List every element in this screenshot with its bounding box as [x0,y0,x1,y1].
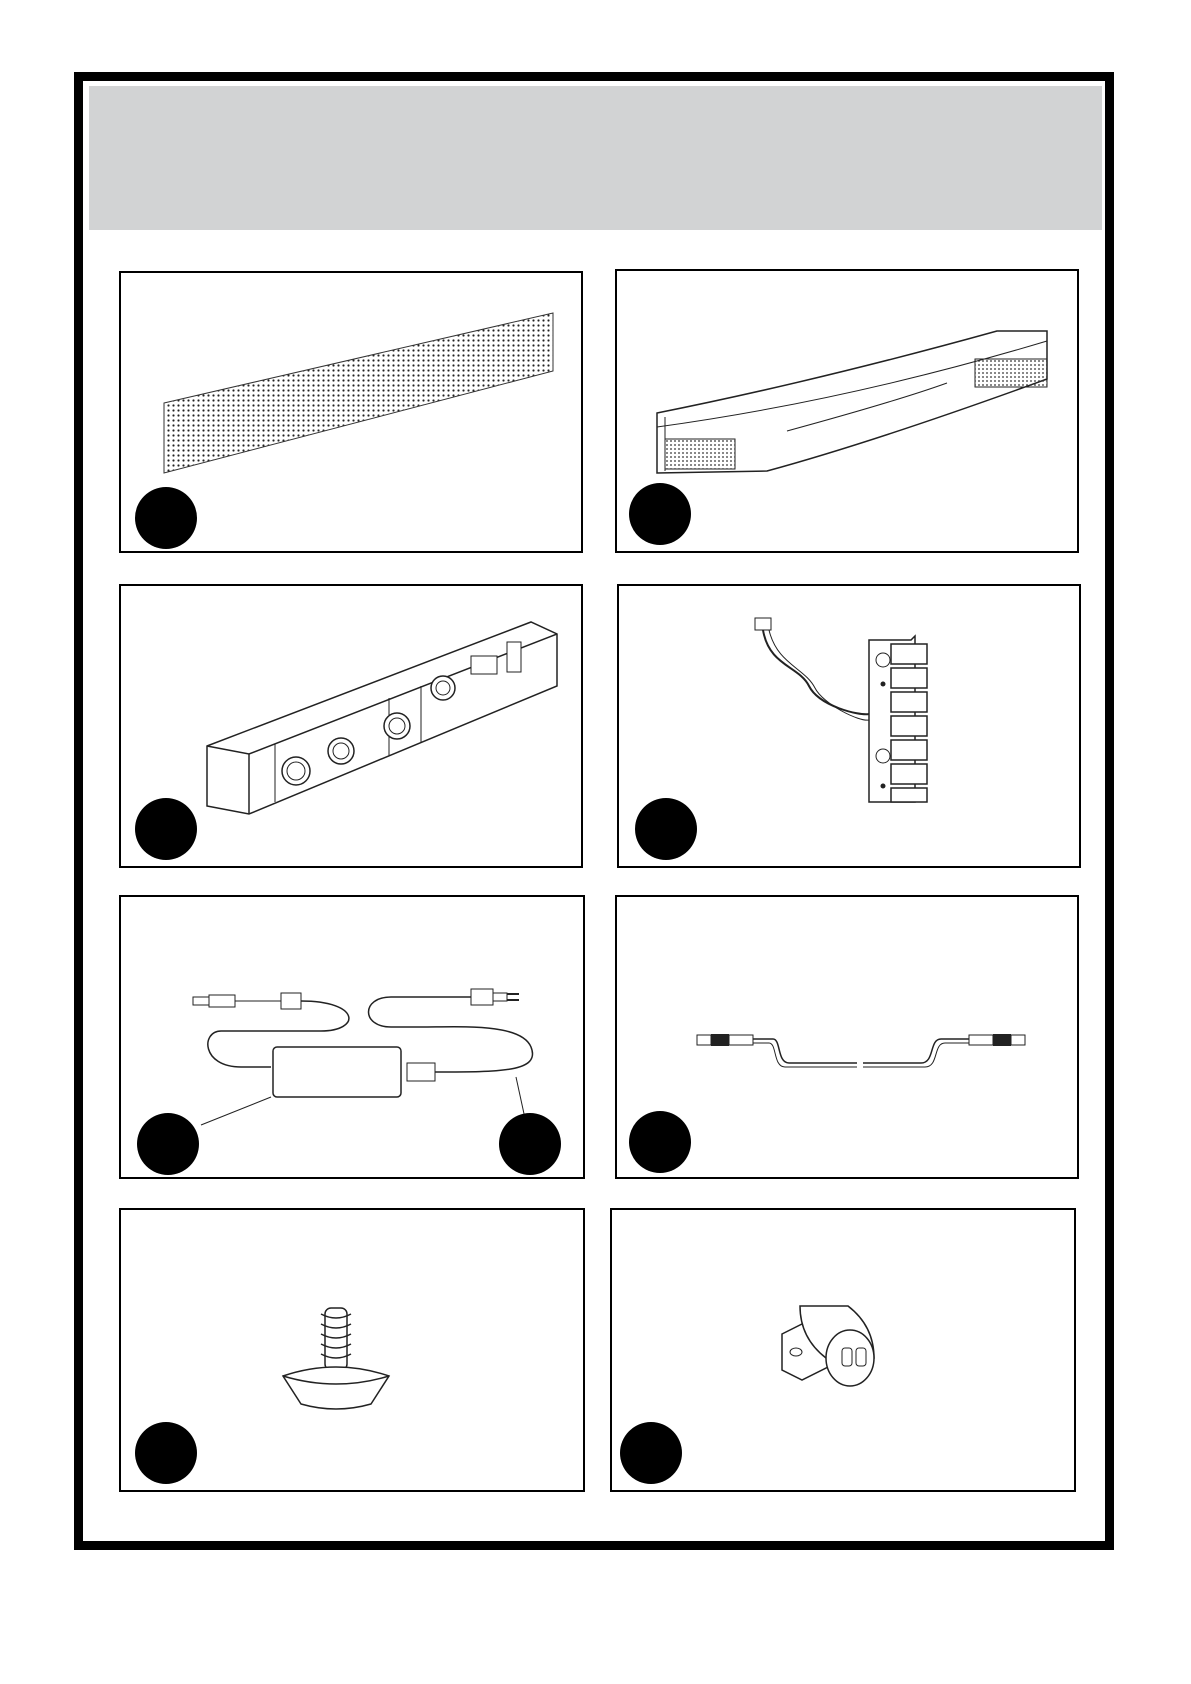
part-panel-speaker-bar [119,584,583,868]
part-badge [629,1111,691,1173]
part-badge [635,798,697,860]
part-badge [629,483,691,545]
part-badge [137,1113,199,1175]
part-panel-power-adapter [119,895,585,1179]
part-panel-speaker-shelf [615,269,1079,553]
header-band [89,86,1102,230]
part-panel-audio-cable [615,895,1079,1179]
part-panel-leveling-foot [119,1208,585,1492]
part-badge [620,1422,682,1484]
part-panel-control-panel [617,584,1081,868]
part-panel-magnetic-catch [610,1208,1076,1492]
part-badge [135,798,197,860]
part-badge [135,1422,197,1484]
part-badge [135,487,197,549]
part-badge [499,1113,561,1175]
part-panel-fabric-grille [119,271,583,553]
